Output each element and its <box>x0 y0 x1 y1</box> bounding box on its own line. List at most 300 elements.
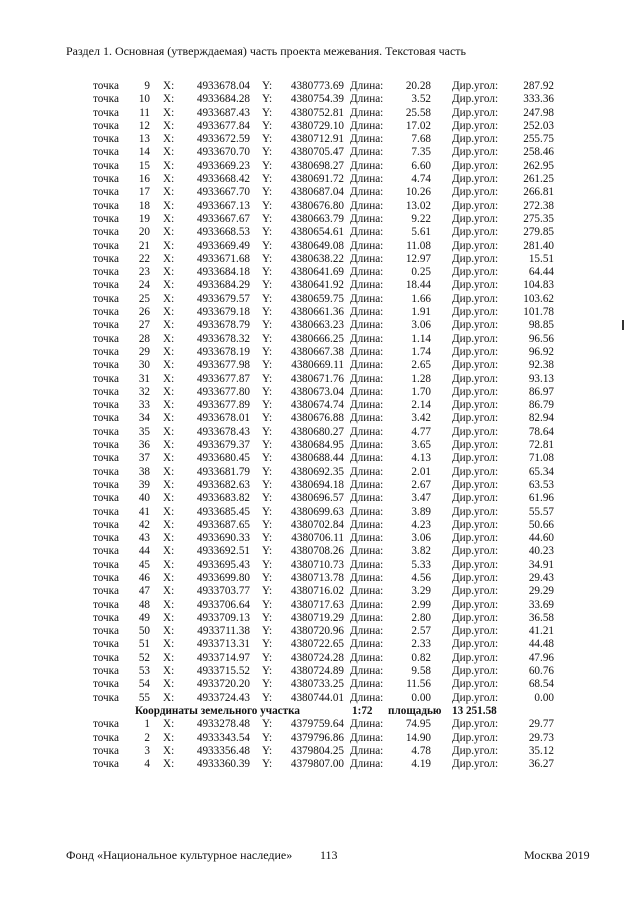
length-value: 3.82 <box>411 545 431 558</box>
x-label: X: <box>163 518 175 531</box>
x-value: 4933724.43 <box>196 691 250 704</box>
angle-value: 287.92 <box>523 80 554 92</box>
length-label: Длина: <box>350 372 384 385</box>
angle-value: 272.38 <box>523 199 554 212</box>
angle-value: 261.25 <box>523 173 554 186</box>
point-number: 52 <box>138 651 150 664</box>
y-label: Y: <box>262 385 273 398</box>
angle-value: 266.81 <box>523 186 554 199</box>
table-row <box>0 452 630 465</box>
length-label: Длина: <box>350 691 384 704</box>
length-label: Длина: <box>350 199 384 212</box>
y-label: Y: <box>262 731 273 744</box>
x-value: 4933678.04 <box>196 80 250 92</box>
length-value: 1.66 <box>411 292 431 305</box>
x-label: X: <box>163 186 175 199</box>
length-label: Длина: <box>350 598 384 611</box>
x-label: X: <box>163 306 175 319</box>
point-number: 19 <box>138 212 150 225</box>
x-value: 4933683.82 <box>196 492 250 505</box>
point-label: точка <box>93 439 119 452</box>
length-value: 20.28 <box>405 80 431 92</box>
length-label: Длина: <box>350 399 384 412</box>
y-label: Y: <box>262 319 273 332</box>
y-label: Y: <box>262 625 273 638</box>
y-value: 4380722.65 <box>290 638 344 651</box>
angle-label: Дир.угол: <box>452 718 499 731</box>
point-number: 18 <box>138 199 150 212</box>
length-label: Длина: <box>350 133 384 146</box>
angle-value: 103.62 <box>523 292 554 305</box>
x-label: X: <box>163 571 175 584</box>
angle-label: Дир.угол: <box>452 625 499 638</box>
length-label: Длина: <box>350 758 384 771</box>
y-label: Y: <box>262 252 273 265</box>
x-value: 4933343.54 <box>196 731 250 744</box>
length-label: Длина: <box>350 306 384 319</box>
point-number: 4 <box>144 758 150 771</box>
angle-value: 29.73 <box>528 731 554 744</box>
angle-value: 281.40 <box>523 239 554 252</box>
x-value: 4933679.37 <box>196 439 250 452</box>
angle-label: Дир.угол: <box>452 505 499 518</box>
x-label: X: <box>163 359 175 372</box>
point-number: 14 <box>138 146 150 159</box>
point-number: 54 <box>138 678 150 691</box>
x-value: 4933677.87 <box>196 372 250 385</box>
point-number: 16 <box>138 173 150 186</box>
table-row <box>0 160 630 173</box>
length-label: Длина: <box>350 252 384 265</box>
table-row <box>0 253 630 266</box>
y-value: 4380667.38 <box>290 345 344 358</box>
angle-label: Дир.угол: <box>452 159 499 172</box>
angle-value: 29.29 <box>528 585 554 598</box>
length-label: Длина: <box>350 266 384 279</box>
x-value: 4933681.79 <box>196 465 250 478</box>
x-label: X: <box>163 545 175 558</box>
y-label: Y: <box>262 571 273 584</box>
table-row <box>0 426 630 439</box>
table-row <box>0 133 630 146</box>
length-label: Длина: <box>350 505 384 518</box>
length-value: 0.82 <box>411 651 431 664</box>
point-label: точка <box>93 718 119 731</box>
y-label: Y: <box>262 80 273 92</box>
angle-value: 36.58 <box>528 611 554 624</box>
table-row <box>0 186 630 199</box>
x-label: X: <box>163 439 175 452</box>
length-value: 10.26 <box>405 186 431 199</box>
angle-value: 262.95 <box>523 159 554 172</box>
angle-label: Дир.угол: <box>452 372 499 385</box>
point-label: точка <box>93 665 119 678</box>
table-row <box>0 293 630 306</box>
angle-label: Дир.угол: <box>452 758 499 771</box>
y-value: 4380661.36 <box>290 306 344 319</box>
y-value: 4380733.25 <box>290 678 344 691</box>
point-number: 27 <box>138 319 150 332</box>
y-value: 4380671.76 <box>290 372 344 385</box>
y-value: 4380676.80 <box>290 199 344 212</box>
point-label: точка <box>93 744 119 757</box>
x-label: X: <box>163 718 175 731</box>
x-value: 4933667.13 <box>196 199 250 212</box>
table-row <box>0 545 630 558</box>
length-value: 1.28 <box>411 372 431 385</box>
point-label: точка <box>93 545 119 558</box>
point-number: 12 <box>138 119 150 132</box>
length-label: Длина: <box>350 332 384 345</box>
x-value: 4933677.89 <box>196 399 250 412</box>
point-label: точка <box>93 425 119 438</box>
angle-value: 275.35 <box>523 212 554 225</box>
y-value: 4380673.04 <box>290 385 344 398</box>
angle-value: 86.97 <box>528 385 554 398</box>
angle-value: 71.08 <box>528 452 554 465</box>
y-label: Y: <box>262 173 273 186</box>
point-label: точка <box>93 106 119 119</box>
point-label: точка <box>93 359 119 372</box>
length-value: 9.22 <box>411 212 431 225</box>
length-label: Длина: <box>350 186 384 199</box>
section-title: Координаты земельного участка <box>135 704 300 717</box>
table-row <box>0 213 630 226</box>
point-number: 25 <box>138 292 150 305</box>
x-label: X: <box>163 412 175 425</box>
x-label: X: <box>163 532 175 545</box>
angle-value: 252.03 <box>523 119 554 132</box>
length-label: Длина: <box>350 279 384 292</box>
angle-label: Дир.угол: <box>452 93 499 106</box>
length-label: Длина: <box>350 159 384 172</box>
point-label: точка <box>93 279 119 292</box>
x-label: X: <box>163 425 175 438</box>
x-label: X: <box>163 758 175 771</box>
length-label: Длина: <box>350 492 384 505</box>
angle-label: Дир.угол: <box>452 345 499 358</box>
x-value: 4933703.77 <box>196 585 250 598</box>
point-label: точка <box>93 625 119 638</box>
angle-value: 333.36 <box>523 93 554 106</box>
margin-mark <box>622 320 624 330</box>
length-label: Длина: <box>350 359 384 372</box>
angle-label: Дир.угол: <box>452 678 499 691</box>
y-value: 4380691.72 <box>290 173 344 186</box>
angle-label: Дир.угол: <box>452 212 499 225</box>
table-row <box>0 466 630 479</box>
x-value: 4933684.18 <box>196 266 250 279</box>
length-label: Длина: <box>350 319 384 332</box>
angle-label: Дир.угол: <box>452 239 499 252</box>
table-row <box>0 625 630 638</box>
table-row <box>0 412 630 425</box>
x-label: X: <box>163 638 175 651</box>
y-value: 4379796.86 <box>290 731 344 744</box>
length-label: Длина: <box>350 478 384 491</box>
y-value: 4380717.63 <box>290 598 344 611</box>
table-row <box>0 479 630 492</box>
point-number: 44 <box>138 545 150 558</box>
angle-value: 96.92 <box>528 345 554 358</box>
length-value: 0.25 <box>411 266 431 279</box>
y-value: 4380712.91 <box>290 133 344 146</box>
y-value: 4380705.47 <box>290 146 344 159</box>
x-value: 4933278.48 <box>196 718 250 731</box>
y-label: Y: <box>262 106 273 119</box>
angle-value: 44.48 <box>528 638 554 651</box>
angle-label: Дир.угол: <box>452 279 499 292</box>
point-label: точка <box>93 199 119 212</box>
point-number: 20 <box>138 226 150 239</box>
x-value: 4933687.43 <box>196 106 250 119</box>
point-number: 13 <box>138 133 150 146</box>
point-number: 43 <box>138 532 150 545</box>
x-label: X: <box>163 292 175 305</box>
length-value: 3.52 <box>411 93 431 106</box>
angle-value: 82.94 <box>528 412 554 425</box>
angle-label: Дир.угол: <box>452 744 499 757</box>
length-value: 4.56 <box>411 571 431 584</box>
length-value: 2.65 <box>411 359 431 372</box>
y-label: Y: <box>262 199 273 212</box>
angle-value: 44.60 <box>528 532 554 545</box>
table-row <box>0 200 630 213</box>
y-value: 4380680.27 <box>290 425 344 438</box>
point-label: точка <box>93 80 119 92</box>
angle-value: 29.43 <box>528 571 554 584</box>
y-value: 4380692.35 <box>290 465 344 478</box>
length-value: 1.70 <box>411 385 431 398</box>
table-row <box>0 506 630 519</box>
x-label: X: <box>163 279 175 292</box>
y-label: Y: <box>262 518 273 531</box>
x-value: 4933682.63 <box>196 478 250 491</box>
y-label: Y: <box>262 186 273 199</box>
point-number: 1 <box>144 718 150 731</box>
length-label: Длина: <box>350 146 384 159</box>
point-label: точка <box>93 585 119 598</box>
point-number: 30 <box>138 359 150 372</box>
length-value: 9.58 <box>411 665 431 678</box>
x-value: 4933699.80 <box>196 571 250 584</box>
y-label: Y: <box>262 239 273 252</box>
point-number: 40 <box>138 492 150 505</box>
length-label: Длина: <box>350 545 384 558</box>
angle-label: Дир.угол: <box>452 80 499 92</box>
angle-label: Дир.угол: <box>452 611 499 624</box>
y-value: 4380699.63 <box>290 505 344 518</box>
table-row <box>0 346 630 359</box>
y-value: 4380654.61 <box>290 226 344 239</box>
y-value: 4380710.73 <box>290 558 344 571</box>
y-label: Y: <box>262 638 273 651</box>
x-label: X: <box>163 319 175 332</box>
y-value: 4380719.29 <box>290 611 344 624</box>
angle-value: 255.75 <box>523 133 554 146</box>
y-label: Y: <box>262 119 273 132</box>
y-label: Y: <box>262 226 273 239</box>
table-row <box>0 732 630 745</box>
x-label: X: <box>163 133 175 146</box>
table-row <box>0 306 630 319</box>
footer-city-year: Москва 2019 <box>524 848 590 862</box>
x-value: 4933715.52 <box>196 665 250 678</box>
length-label: Длина: <box>350 518 384 531</box>
point-label: точка <box>93 372 119 385</box>
length-label: Длина: <box>350 718 384 731</box>
length-label: Длина: <box>350 585 384 598</box>
y-label: Y: <box>262 651 273 664</box>
x-value: 4933714.97 <box>196 651 250 664</box>
angle-value: 247.98 <box>523 106 554 119</box>
angle-value: 72.81 <box>528 439 554 452</box>
point-label: точка <box>93 758 119 771</box>
table-row <box>0 638 630 651</box>
length-label: Длина: <box>350 571 384 584</box>
length-value: 14.90 <box>405 731 431 744</box>
y-value: 4380698.27 <box>290 159 344 172</box>
angle-value: 36.27 <box>528 758 554 771</box>
angle-label: Дир.угол: <box>452 146 499 159</box>
length-value: 2.33 <box>411 638 431 651</box>
length-value: 11.56 <box>406 678 431 691</box>
page-header: Раздел 1. Основная (утверждаемая) часть проекта межевания. Текстовая часть <box>66 44 467 58</box>
y-value: 4380752.81 <box>290 106 344 119</box>
point-number: 35 <box>138 425 150 438</box>
point-number: 41 <box>138 505 150 518</box>
y-label: Y: <box>262 292 273 305</box>
point-number: 37 <box>138 452 150 465</box>
length-label: Длина: <box>350 212 384 225</box>
point-label: точка <box>93 385 119 398</box>
x-label: X: <box>163 332 175 345</box>
point-label: точка <box>93 306 119 319</box>
angle-label: Дир.угол: <box>452 332 499 345</box>
table-row <box>0 599 630 612</box>
x-value: 4933684.28 <box>196 93 250 106</box>
table-row <box>0 559 630 572</box>
x-value: 4933720.20 <box>196 678 250 691</box>
point-label: точка <box>93 518 119 531</box>
x-label: X: <box>163 678 175 691</box>
angle-label: Дир.угол: <box>452 638 499 651</box>
angle-label: Дир.угол: <box>452 545 499 558</box>
y-label: Y: <box>262 478 273 491</box>
point-number: 28 <box>138 332 150 345</box>
point-label: точка <box>93 571 119 584</box>
point-number: 33 <box>138 399 150 412</box>
length-label: Длина: <box>350 439 384 452</box>
angle-label: Дир.угол: <box>452 492 499 505</box>
point-number: 21 <box>138 239 150 252</box>
table-row <box>0 718 630 731</box>
angle-label: Дир.угол: <box>452 266 499 279</box>
angle-value: 35.12 <box>528 744 554 757</box>
length-value: 4.78 <box>411 744 431 757</box>
point-number: 48 <box>138 598 150 611</box>
y-label: Y: <box>262 665 273 678</box>
y-label: Y: <box>262 492 273 505</box>
point-number: 36 <box>138 439 150 452</box>
length-value: 7.35 <box>411 146 431 159</box>
point-number: 9 <box>144 80 150 92</box>
point-label: точка <box>93 678 119 691</box>
point-label: точка <box>93 492 119 505</box>
y-value: 4380696.57 <box>290 492 344 505</box>
length-label: Длина: <box>350 625 384 638</box>
x-value: 4933678.01 <box>196 412 250 425</box>
y-value: 4380708.26 <box>290 545 344 558</box>
length-label: Длина: <box>350 678 384 691</box>
x-label: X: <box>163 492 175 505</box>
length-value: 0.00 <box>411 691 431 704</box>
point-label: точка <box>93 691 119 704</box>
length-value: 11.08 <box>406 239 431 252</box>
footer-organization: Фонд «Национальное культурное наследие» <box>66 848 293 862</box>
length-value: 3.06 <box>411 532 431 545</box>
y-label: Y: <box>262 372 273 385</box>
angle-value: 93.13 <box>528 372 554 385</box>
point-label: точка <box>93 558 119 571</box>
table-row <box>0 745 630 758</box>
table-row <box>0 373 630 386</box>
angle-value: 86.79 <box>528 399 554 412</box>
x-value: 4933706.64 <box>196 598 250 611</box>
y-label: Y: <box>262 744 273 757</box>
point-label: точка <box>93 731 119 744</box>
y-label: Y: <box>262 133 273 146</box>
y-value: 4380729.10 <box>290 119 344 132</box>
point-number: 47 <box>138 585 150 598</box>
point-label: точка <box>93 226 119 239</box>
y-value: 4380702.84 <box>290 518 344 531</box>
angle-value: 68.54 <box>528 678 554 691</box>
angle-label: Дир.угол: <box>452 186 499 199</box>
x-label: X: <box>163 558 175 571</box>
angle-label: Дир.угол: <box>452 106 499 119</box>
length-value: 12.97 <box>405 252 431 265</box>
point-number: 24 <box>138 279 150 292</box>
angle-label: Дир.угол: <box>452 412 499 425</box>
length-label: Длина: <box>350 412 384 425</box>
x-value: 4933687.65 <box>196 518 250 531</box>
length-label: Длина: <box>350 345 384 358</box>
length-label: Длина: <box>350 465 384 478</box>
y-label: Y: <box>262 212 273 225</box>
length-value: 1.91 <box>411 306 431 319</box>
angle-label: Дир.угол: <box>452 359 499 372</box>
point-label: точка <box>93 399 119 412</box>
x-label: X: <box>163 345 175 358</box>
x-value: 4933684.29 <box>196 279 250 292</box>
x-value: 4933667.70 <box>196 186 250 199</box>
length-label: Длина: <box>350 452 384 465</box>
x-label: X: <box>163 93 175 106</box>
length-label: Длина: <box>350 558 384 571</box>
x-label: X: <box>163 252 175 265</box>
y-label: Y: <box>262 279 273 292</box>
angle-value: 63.53 <box>528 478 554 491</box>
point-label: точка <box>93 119 119 132</box>
length-value: 4.13 <box>411 452 431 465</box>
point-label: точка <box>93 332 119 345</box>
angle-label: Дир.угол: <box>452 119 499 132</box>
length-label: Длина: <box>350 611 384 624</box>
angle-label: Дир.угол: <box>452 226 499 239</box>
length-value: 2.14 <box>411 399 431 412</box>
point-number: 2 <box>144 731 150 744</box>
